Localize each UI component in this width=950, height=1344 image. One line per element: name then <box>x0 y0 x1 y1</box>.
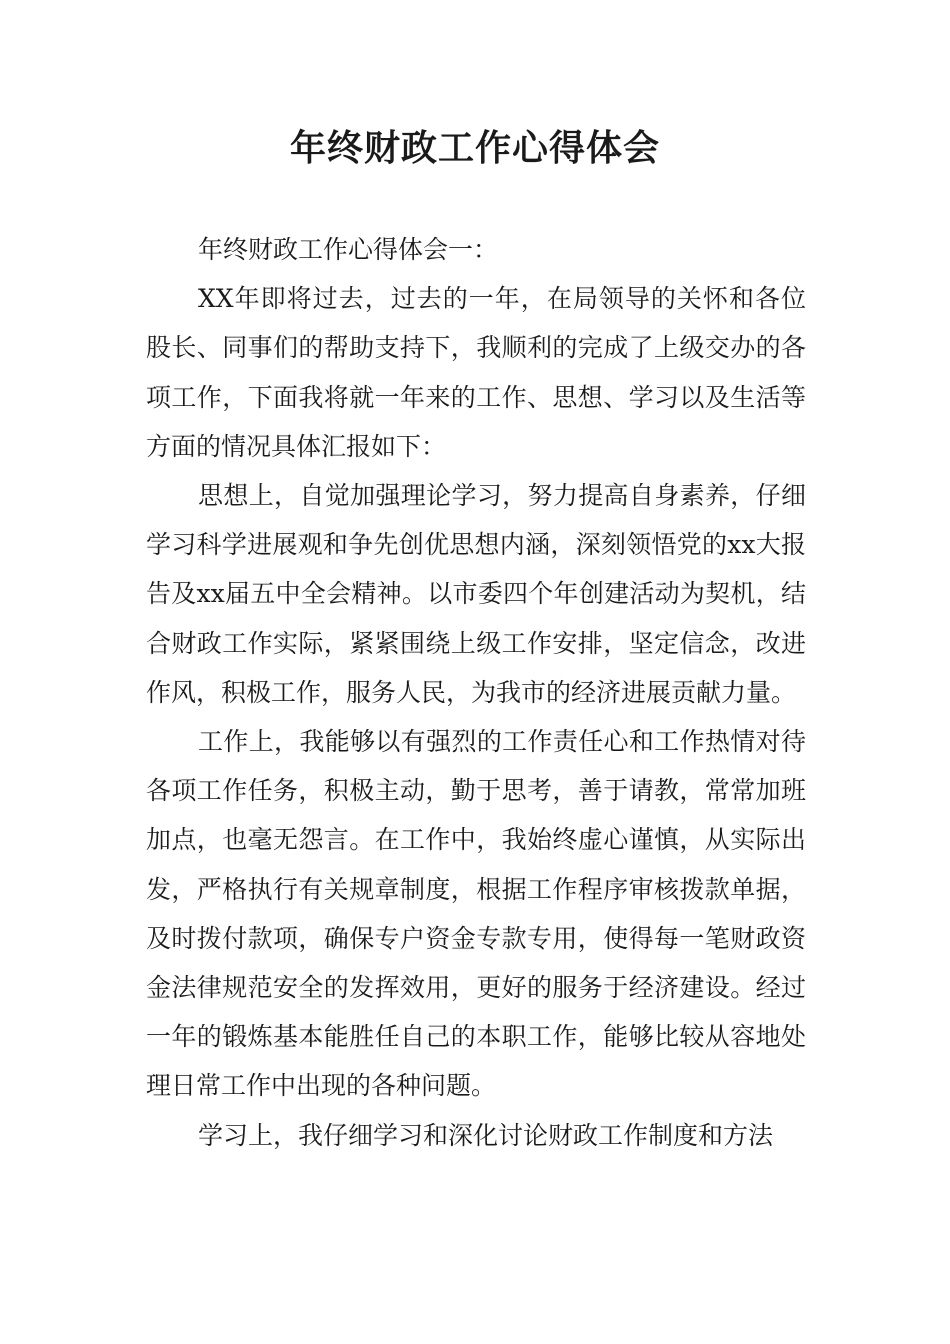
paragraph-ideology: 思想上，自觉加强理论学习，努力提高自身素养，仔细学习科学进展观和争先创优思想内涵，深刻领悟党的xx大报告及xx届五中全会精神。以市委四个年创建活动为契机，结合财政工作实际，紧紧围绕上级工作安排，坚定信念，改进作风，积极工作，服务人民，为我市的经济进展贡献力量。 <box>146 481 806 707</box>
paragraph-work: 工作上，我能够以有强烈的工作责任心和工作热情对待各项工作任务，积极主动，勤于思考，善于请教，常常加班加点，也毫无怨言。在工作中，我始终虚心谨慎，从实际出发，严格执行有关规章制度，根据工作程序审核拨款单据，及时拨付款项，确保专户资金专款专用，使得每一笔财政资金法律规范安全的发挥效用，更好的服务于经济建设。经过一年的锻炼基本能胜任自己的本职工作，能够比较从容地处理日常工作中出现的各种问题。 <box>146 727 806 1101</box>
paragraph-study: 学习上，我仔细学习和深化讨论财政工作制度和方法 <box>198 1120 774 1150</box>
document-title: 年终财政工作心得体会 <box>289 128 660 169</box>
paragraph-section-heading: 年终财政工作心得体会一： <box>198 235 499 264</box>
document-body <box>146 225 806 1160</box>
paragraph-introduction: XX年即将过去，过去的一年，在局领导的关怀和各位股长、同事们的帮助支持下，我顺利的完成了上级交办的各项工作，下面我将就一年来的工作、思想、学习以及生活等方面的情况具体汇报如下： <box>146 284 806 461</box>
